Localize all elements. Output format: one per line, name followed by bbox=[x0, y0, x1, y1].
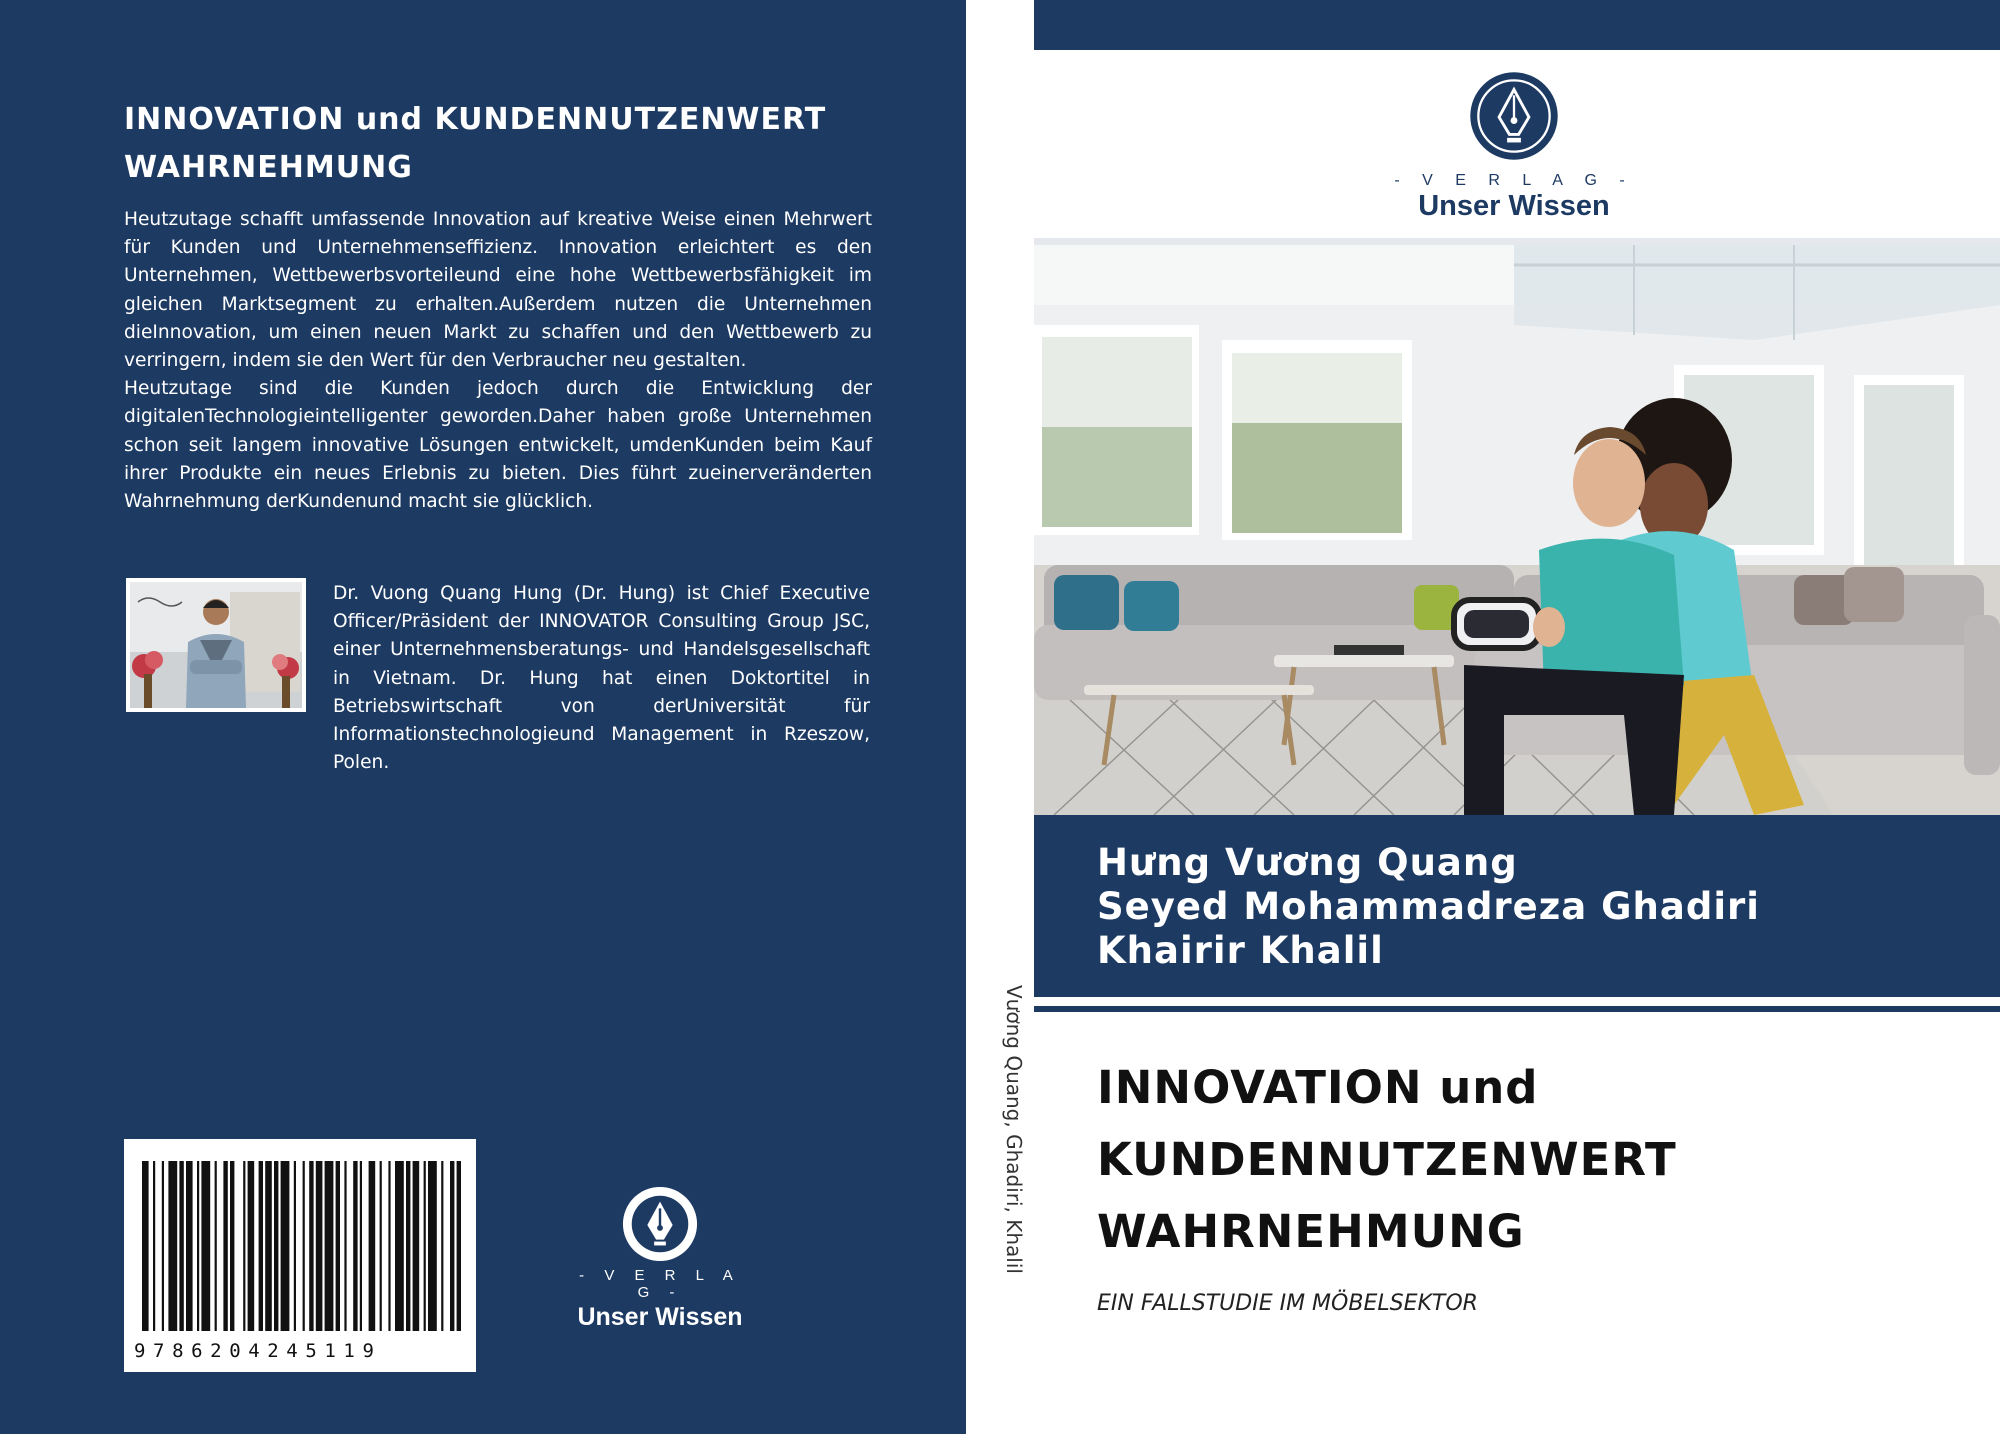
barcode-bar bbox=[303, 1161, 305, 1331]
barcode-bar bbox=[360, 1161, 362, 1331]
barcode-bar bbox=[179, 1161, 183, 1331]
front-title-line-3: WAHRNEHMUNG bbox=[1097, 1205, 1525, 1258]
barcode-bar bbox=[265, 1161, 272, 1331]
back-cover-title bbox=[124, 96, 884, 192]
isbn-barcode bbox=[124, 1139, 476, 1372]
authors-band bbox=[1034, 815, 2000, 997]
front-top-bar bbox=[1034, 0, 2000, 50]
barcode-bar bbox=[243, 1161, 245, 1331]
front-title-line-1: INNOVATION und bbox=[1097, 1061, 1539, 1114]
barcode-bar bbox=[388, 1161, 390, 1331]
barcode-bar bbox=[344, 1161, 346, 1331]
book-spine bbox=[966, 0, 1034, 1434]
author-photo bbox=[126, 578, 306, 712]
barcode-bar bbox=[380, 1161, 382, 1331]
barcode-bar bbox=[162, 1161, 164, 1331]
author-name-2: Seyed Mohammadreza Ghadiri bbox=[1097, 885, 1760, 928]
front-title-line-2: KUNDENNUTZENWERT bbox=[1097, 1133, 1677, 1186]
fountain-pen-nib-logo-icon bbox=[1468, 70, 1560, 162]
barcode-bar bbox=[457, 1161, 461, 1331]
barcode-bar bbox=[424, 1161, 426, 1331]
barcode-bar bbox=[395, 1161, 404, 1331]
photo-top-rule bbox=[1034, 238, 2000, 245]
blurb-paragraph-1: Heutzutage schafft umfassende Innovation auf kreative Weise einen Mehrwert für Kunden und Unternehmenseffizienz. Innovation erleichtert es den Unternehmen, Wettbewerbsvorteileund eine hohe Wettbewerbsfähigkeit im gleichen Marktsegment zu erhalten.Außerdem nutzen die Unternehmen dieInnovation, um einen neuen Markt zu schaffen und den Wettbewerb zu verringern, indem sie den Wert für den Verbraucher neu gestalten. bbox=[124, 209, 872, 372]
barcode-bar bbox=[197, 1161, 199, 1331]
front-verlag-label: - V E R L A G - bbox=[1394, 172, 1634, 189]
barcode-bar bbox=[336, 1161, 340, 1331]
front-publisher-logo bbox=[1394, 70, 1634, 223]
barcode-bar bbox=[294, 1161, 296, 1331]
barcode-bar bbox=[186, 1161, 193, 1331]
fountain-pen-nib-logo-icon bbox=[621, 1185, 699, 1263]
barcode-bar bbox=[281, 1161, 290, 1331]
barcode-bar bbox=[168, 1161, 177, 1331]
barcode-bar bbox=[142, 1161, 149, 1331]
barcode-bar bbox=[248, 1161, 255, 1331]
back-title-line-2: WAHRNEHMUNG bbox=[124, 150, 413, 185]
barcode-bar bbox=[259, 1161, 263, 1331]
author-name-1: Hưng Vương Quang bbox=[1097, 841, 1518, 884]
author-bio: Dr. Vuong Quang Hung (Dr. Hung) ist Chief Executive Officer/Präsident der INNOVATOR Consulting Group JSC, einer Unternehmensberatungs- und Handelsgesellschaft in Vietnam. Dr. Hung hat einen Doktortitel in Betriebswirtschaft von derUniversität für Informationstechnologieund Management in Rzeszow, Polen. bbox=[333, 583, 870, 774]
barcode-bar bbox=[441, 1161, 443, 1331]
isbn-digits: 9786204245119 bbox=[134, 1340, 382, 1362]
front-subtitle: EIN FALLSTUDIE IM MÖBELSEKTOR bbox=[1097, 1291, 1478, 1316]
barcode-bar bbox=[230, 1161, 234, 1331]
back-publisher-logo bbox=[565, 1185, 755, 1332]
authors-band-rule bbox=[1034, 1006, 2000, 1012]
barcode-bar bbox=[406, 1161, 410, 1331]
spine-authors: Vương Quang, Ghadiri, Khalil bbox=[1002, 985, 1026, 1274]
barcode-bar bbox=[413, 1161, 420, 1331]
barcode-bar bbox=[223, 1161, 227, 1331]
barcode-bar bbox=[428, 1161, 437, 1331]
front-cover-title bbox=[1097, 1052, 1977, 1268]
back-title-line-1: INNOVATION und KUNDENNUTZENWERT bbox=[124, 102, 827, 137]
barcode-bar bbox=[325, 1161, 334, 1331]
barcode-bar bbox=[153, 1161, 155, 1331]
barcode-bar bbox=[309, 1161, 313, 1331]
barcode-bar bbox=[353, 1161, 357, 1331]
front-cover bbox=[1034, 0, 2000, 1434]
front-publisher-name: Unser Wissen bbox=[1418, 190, 1610, 222]
cover-photo bbox=[1034, 245, 2000, 815]
back-verlag-label: - V E R L A G - bbox=[579, 1267, 741, 1301]
barcode-bar bbox=[215, 1161, 217, 1331]
barcode-bars bbox=[124, 1139, 476, 1339]
back-publisher-name: Unser Wissen bbox=[577, 1303, 743, 1331]
barcode-bar bbox=[369, 1161, 376, 1331]
barcode-bar bbox=[450, 1161, 454, 1331]
barcode-bar bbox=[316, 1161, 323, 1331]
book-blurb bbox=[124, 206, 872, 516]
blurb-paragraph-2: Heutzutage sind die Kunden jedoch durch die Entwicklung der digitalenTechnologieintelligenter geworden.Daher haben große Unternehmen schon seit langem innovative Lösungen entwickelt, umdenKunden beim Kauf ihrer Produkte ein neues Erlebnis zu bieten. Dies führt zueinerveränderten Wahrnehmung derKundenund macht sie glücklich. bbox=[124, 378, 872, 513]
author-name-3: Khairir Khalil bbox=[1097, 929, 1384, 972]
barcode-bar bbox=[201, 1161, 210, 1331]
barcode-bar bbox=[274, 1161, 278, 1331]
back-cover bbox=[0, 0, 966, 1434]
